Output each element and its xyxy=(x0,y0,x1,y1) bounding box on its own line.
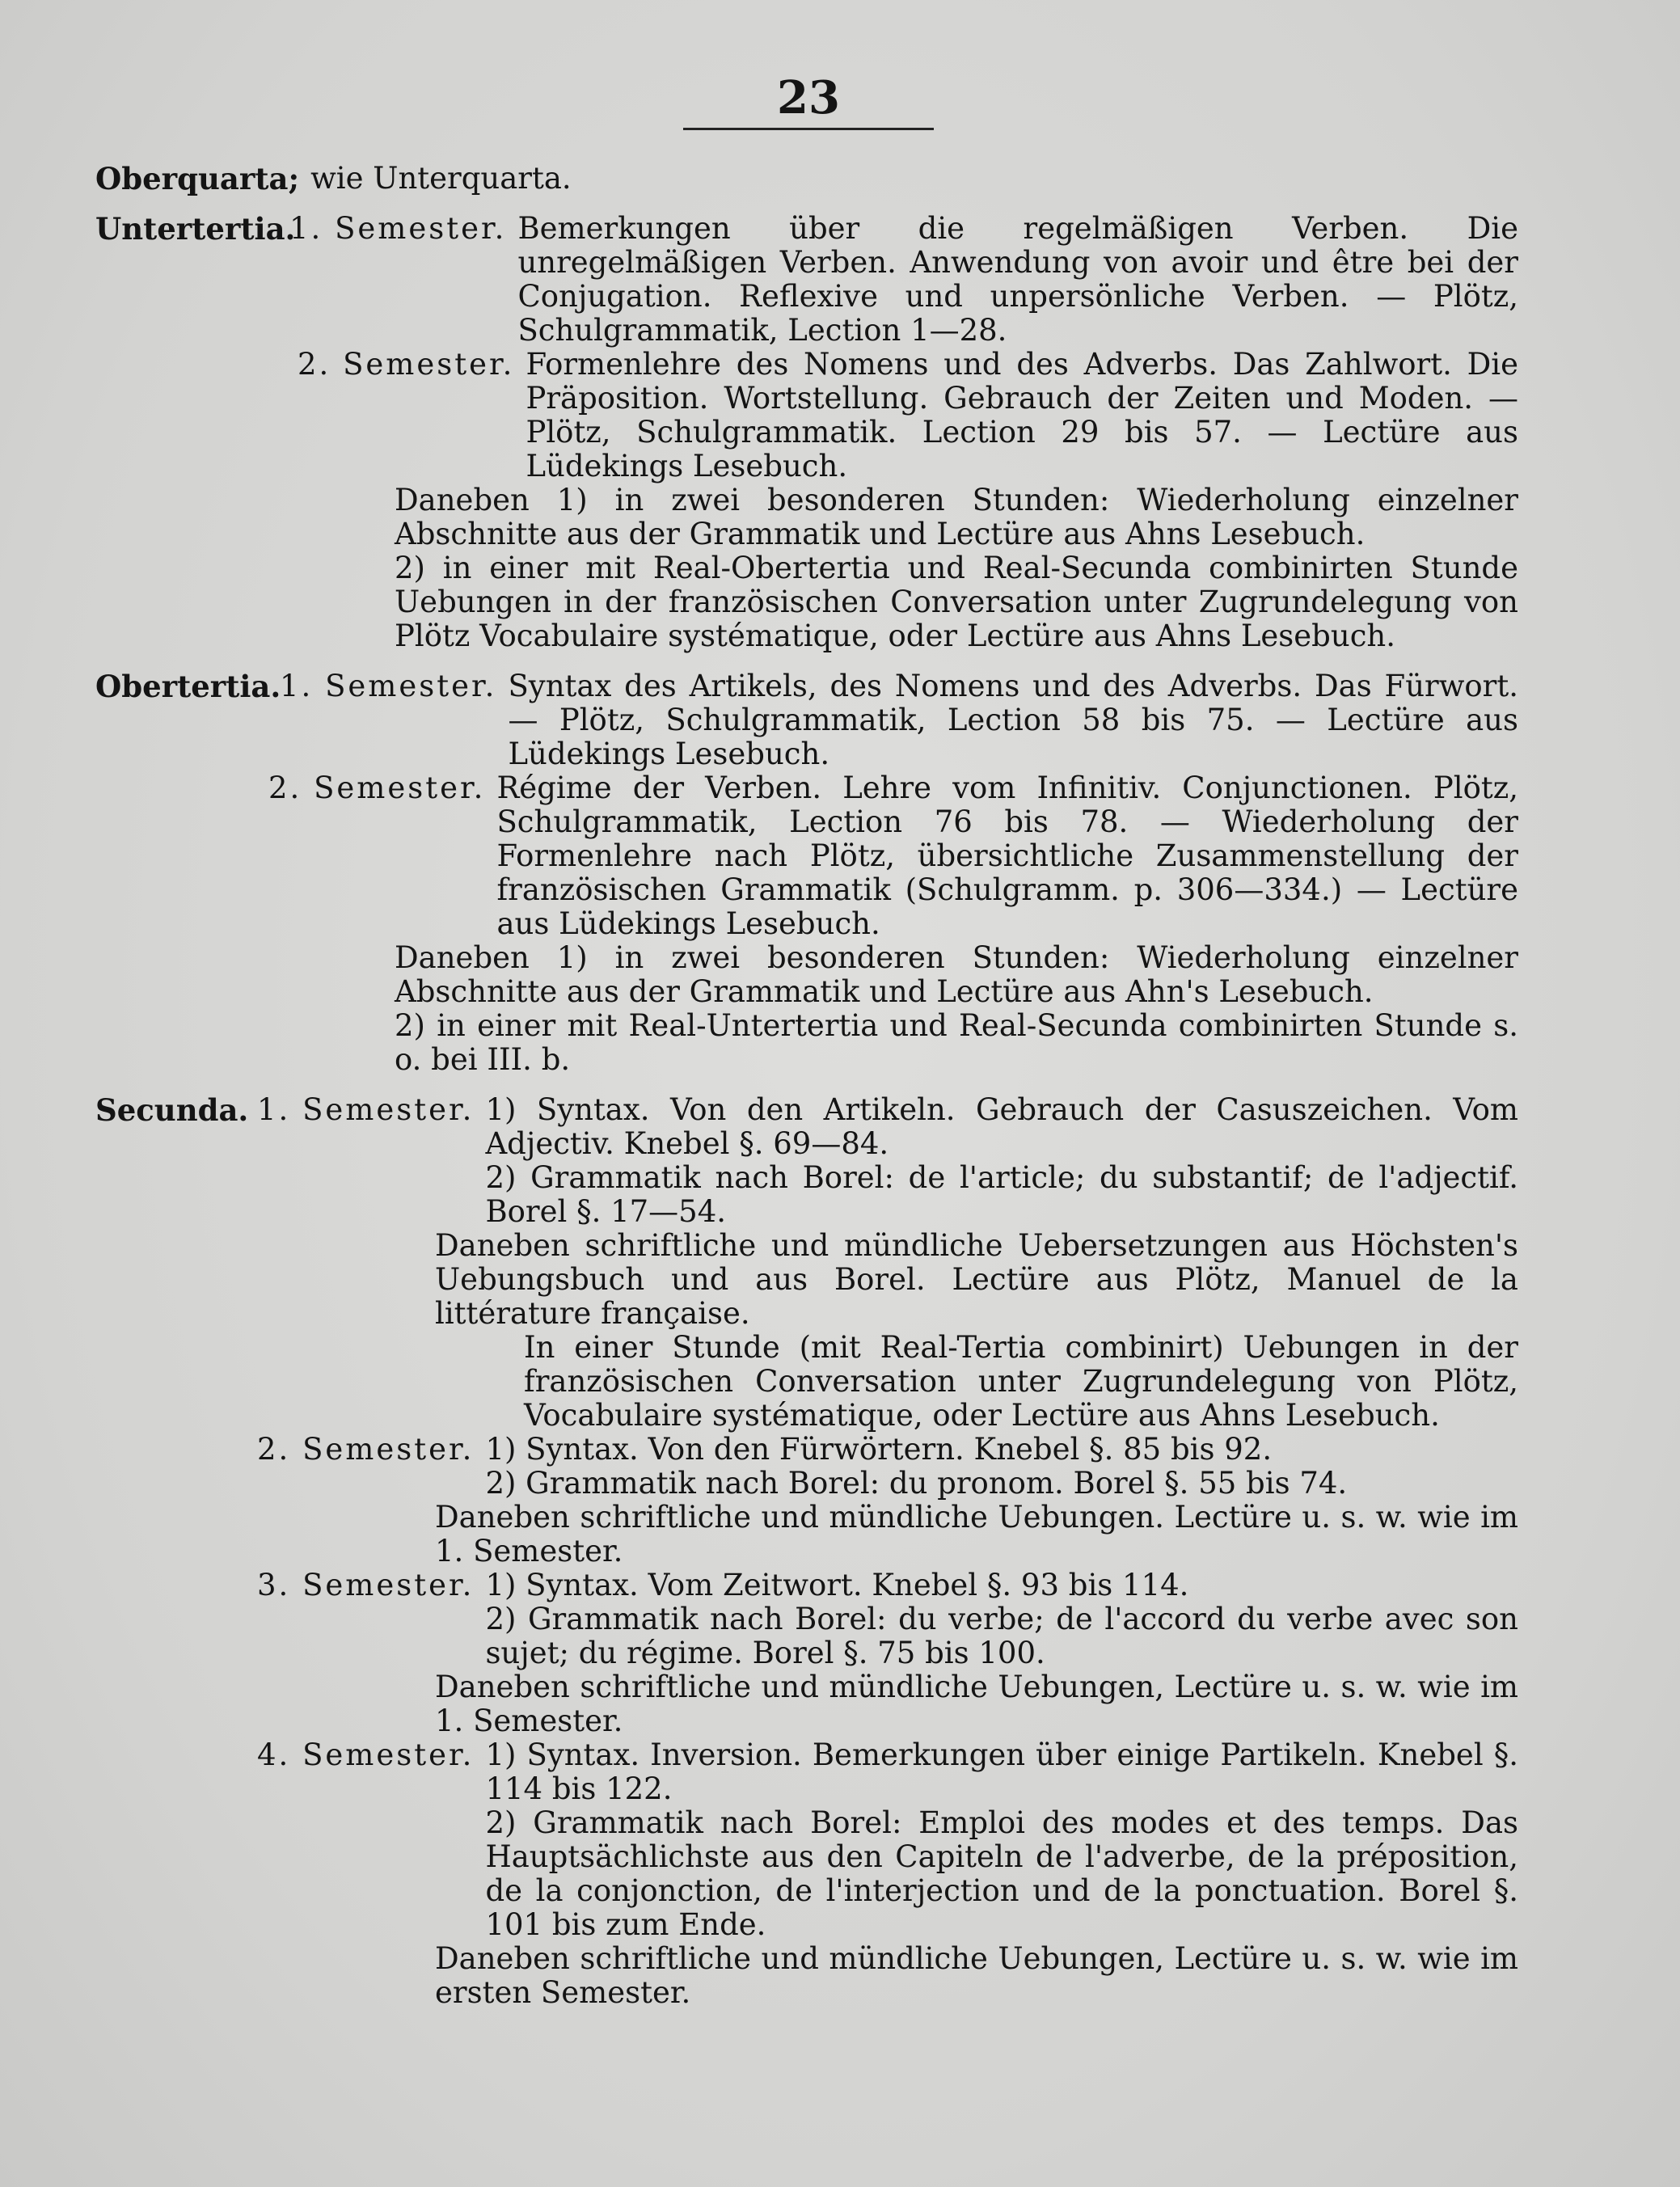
semester-label: 2. Semester. xyxy=(257,1432,475,1467)
semester-text: Formenlehre des Nomens und des Adverbs. Das Zahlwort. Die Präposition. Wortstellung. Gebrauch der Zeiten und Moden. — Plötz, Schulgrammatik. Lection 29 bis 57. — Lectüre aus Lüdekings Lesebuch. xyxy=(526,347,1518,483)
page-number: 23 xyxy=(777,71,840,125)
obertertia-entry xyxy=(95,669,1518,771)
secunda-semester-2 xyxy=(95,1433,1518,1501)
semester-label: 1. Semester. xyxy=(289,211,507,246)
untertertia-daneben-2 xyxy=(95,551,1518,653)
semester-text: Syntax des Artikels, des Nomens und des Adverbs. Das Fürwort. — Plötz, Schulgrammatik, Lection 58 bis 75. — Lectüre aus Lüdekings Lesebuch. xyxy=(508,669,1518,771)
untertertia-daneben-1: Daneben 1) in zwei besonderen Stunden: Wiederholung einzelner Abschnitte aus der Grammatik und Lectüre aus Ahns Lesebuch. xyxy=(395,483,1518,551)
semester-text: Régime der Verben. Lehre vom Infinitiv. Conjunctionen. Plötz, Schulgrammatik, Lection 76 bis 78. — Wiederholung der Formenlehre nach Plötz, übersichtliche Zusammenstellung der französischen Grammatik (Schulgramm. p. 306—334.) — Lectüre aus Lüdekings Lesebuch. xyxy=(496,771,1518,941)
secunda-sem1-stunde: In einer Stunde (mit Real-Tertia combinirt) Uebungen in der französischen Conversation unter Zugrundelegung von Plötz, Vocabulaire systématique, oder Lectüre aus Ahns Lesebuch. xyxy=(524,1330,1518,1433)
secunda-label: Secunda. xyxy=(95,1092,249,1128)
oberquarta-entry xyxy=(95,162,1518,196)
semester-item-1: 1) Syntax. Vom Zeitwort. Knebel §. 93 bis 114. xyxy=(485,1568,1189,1602)
semester-item-2: 2) Grammatik nach Borel: du pronom. Borel §. 55 bis 74. xyxy=(485,1466,1348,1501)
untertertia-entry xyxy=(95,212,1518,348)
secunda-sem3-daneben: Daneben schriftliche und mündliche Uebungen, Lectüre u. s. w. wie im 1. Semester. xyxy=(435,1670,1518,1738)
semester-text: Bemerkungen über die regelmäßigen Verben. Die unregelmäßigen Verben. Anwendung von avoir und être bei der Conjugation. Reflexive und unpersönliche Verben. — Plötz, Schulgrammatik, Lection 1—28. xyxy=(517,211,1518,348)
semester-label: 3. Semester. xyxy=(257,1568,475,1602)
semester-item-2: 2) Grammatik nach Borel: Emploi des modes et des temps. Das Hauptsächlichste aus den Capiteln de l'adverbe, de la préposition, de la conjonction, de l'interjection und de la ponctuation. Borel §. 101 bis zum Ende. xyxy=(485,1805,1518,1942)
untertertia-semester-2 xyxy=(95,348,1518,483)
semester-item-2: 2) Grammatik nach Borel: de l'article; du substantif; de l'adjectif. Borel §. 17—54. xyxy=(485,1160,1518,1229)
untertertia-semester-1 xyxy=(289,212,1518,348)
untertertia-label: Untertertia. xyxy=(95,211,296,247)
semester-item-2: 2) Grammatik nach Borel: du verbe; de l'accord du verbe avec son sujet; du régime. Borel §. 75 bis 100. xyxy=(485,1602,1518,1670)
oberquarta-text: wie Unterquarta. xyxy=(310,161,572,196)
obertertia-daneben-2: 2) in einer mit Real-Untertertia und Real-Secunda combinirten Stunde s. o. bei III. b. xyxy=(395,1008,1518,1077)
semester-item-1: 1) Syntax. Inversion. Bemerkungen über einige Partikeln. Knebel §. 114 bis 122. xyxy=(485,1737,1518,1806)
obertertia-label: Obertertia. xyxy=(95,669,281,704)
daneben-2-text: 2) in einer mit Real-Obertertia und Real-Secunda combinirten Stunde Uebungen in der französischen Conversation unter Zugrundelegung von Plötz Vocabulaire systématique, oder Lectüre aus Ahns Lesebuch. xyxy=(395,551,1518,653)
semester-label: 2. Semester. xyxy=(268,771,486,805)
oberquarta-label: Oberquarta; xyxy=(95,161,300,196)
semester-label: 2. Semester. xyxy=(298,347,515,382)
semester-label: 1. Semester. xyxy=(280,669,497,703)
obertertia-semester-1 xyxy=(280,669,1518,771)
secunda-semester-4 xyxy=(95,1738,1518,1942)
semester-label: 1. Semester. xyxy=(257,1092,475,1127)
semester-label: 4. Semester. xyxy=(257,1737,475,1772)
secunda-semester-3 xyxy=(95,1568,1518,1670)
secunda-sem4-daneben: Daneben schriftliche und mündliche Uebungen, Lectüre u. s. w. wie im ersten Semester. xyxy=(435,1941,1518,2010)
secunda-sem2-daneben: Daneben schriftliche und mündliche Uebungen. Lectüre u. s. w. wie im 1. Semester. xyxy=(435,1500,1518,1568)
secunda-entry xyxy=(95,1093,1518,1229)
obertertia-daneben-1: Daneben 1) in zwei besonderen Stunden: Wiederholung einzelner Abschnitte aus der Grammatik und Lectüre aus Ahn's Lesebuch. xyxy=(395,940,1518,1009)
secunda-semester-1 xyxy=(257,1093,1518,1229)
semester-item-1: 1) Syntax. Von den Fürwörtern. Knebel §. 85 bis 92. xyxy=(485,1432,1273,1467)
header-rule xyxy=(683,128,934,130)
document-body xyxy=(95,162,1518,2010)
secunda-sem1-daneben: Daneben schriftliche und mündliche Uebersetzungen aus Höchsten's Uebungsbuch und aus Borel. Lectüre aus Plötz, Manuel de la littérature française. xyxy=(435,1228,1518,1331)
obertertia-semester-2 xyxy=(95,771,1518,941)
semester-item-1: 1) Syntax. Von den Artikeln. Gebrauch der Casuszeichen. Vom Adjectiv. Knebel §. 69—84. xyxy=(485,1092,1518,1161)
